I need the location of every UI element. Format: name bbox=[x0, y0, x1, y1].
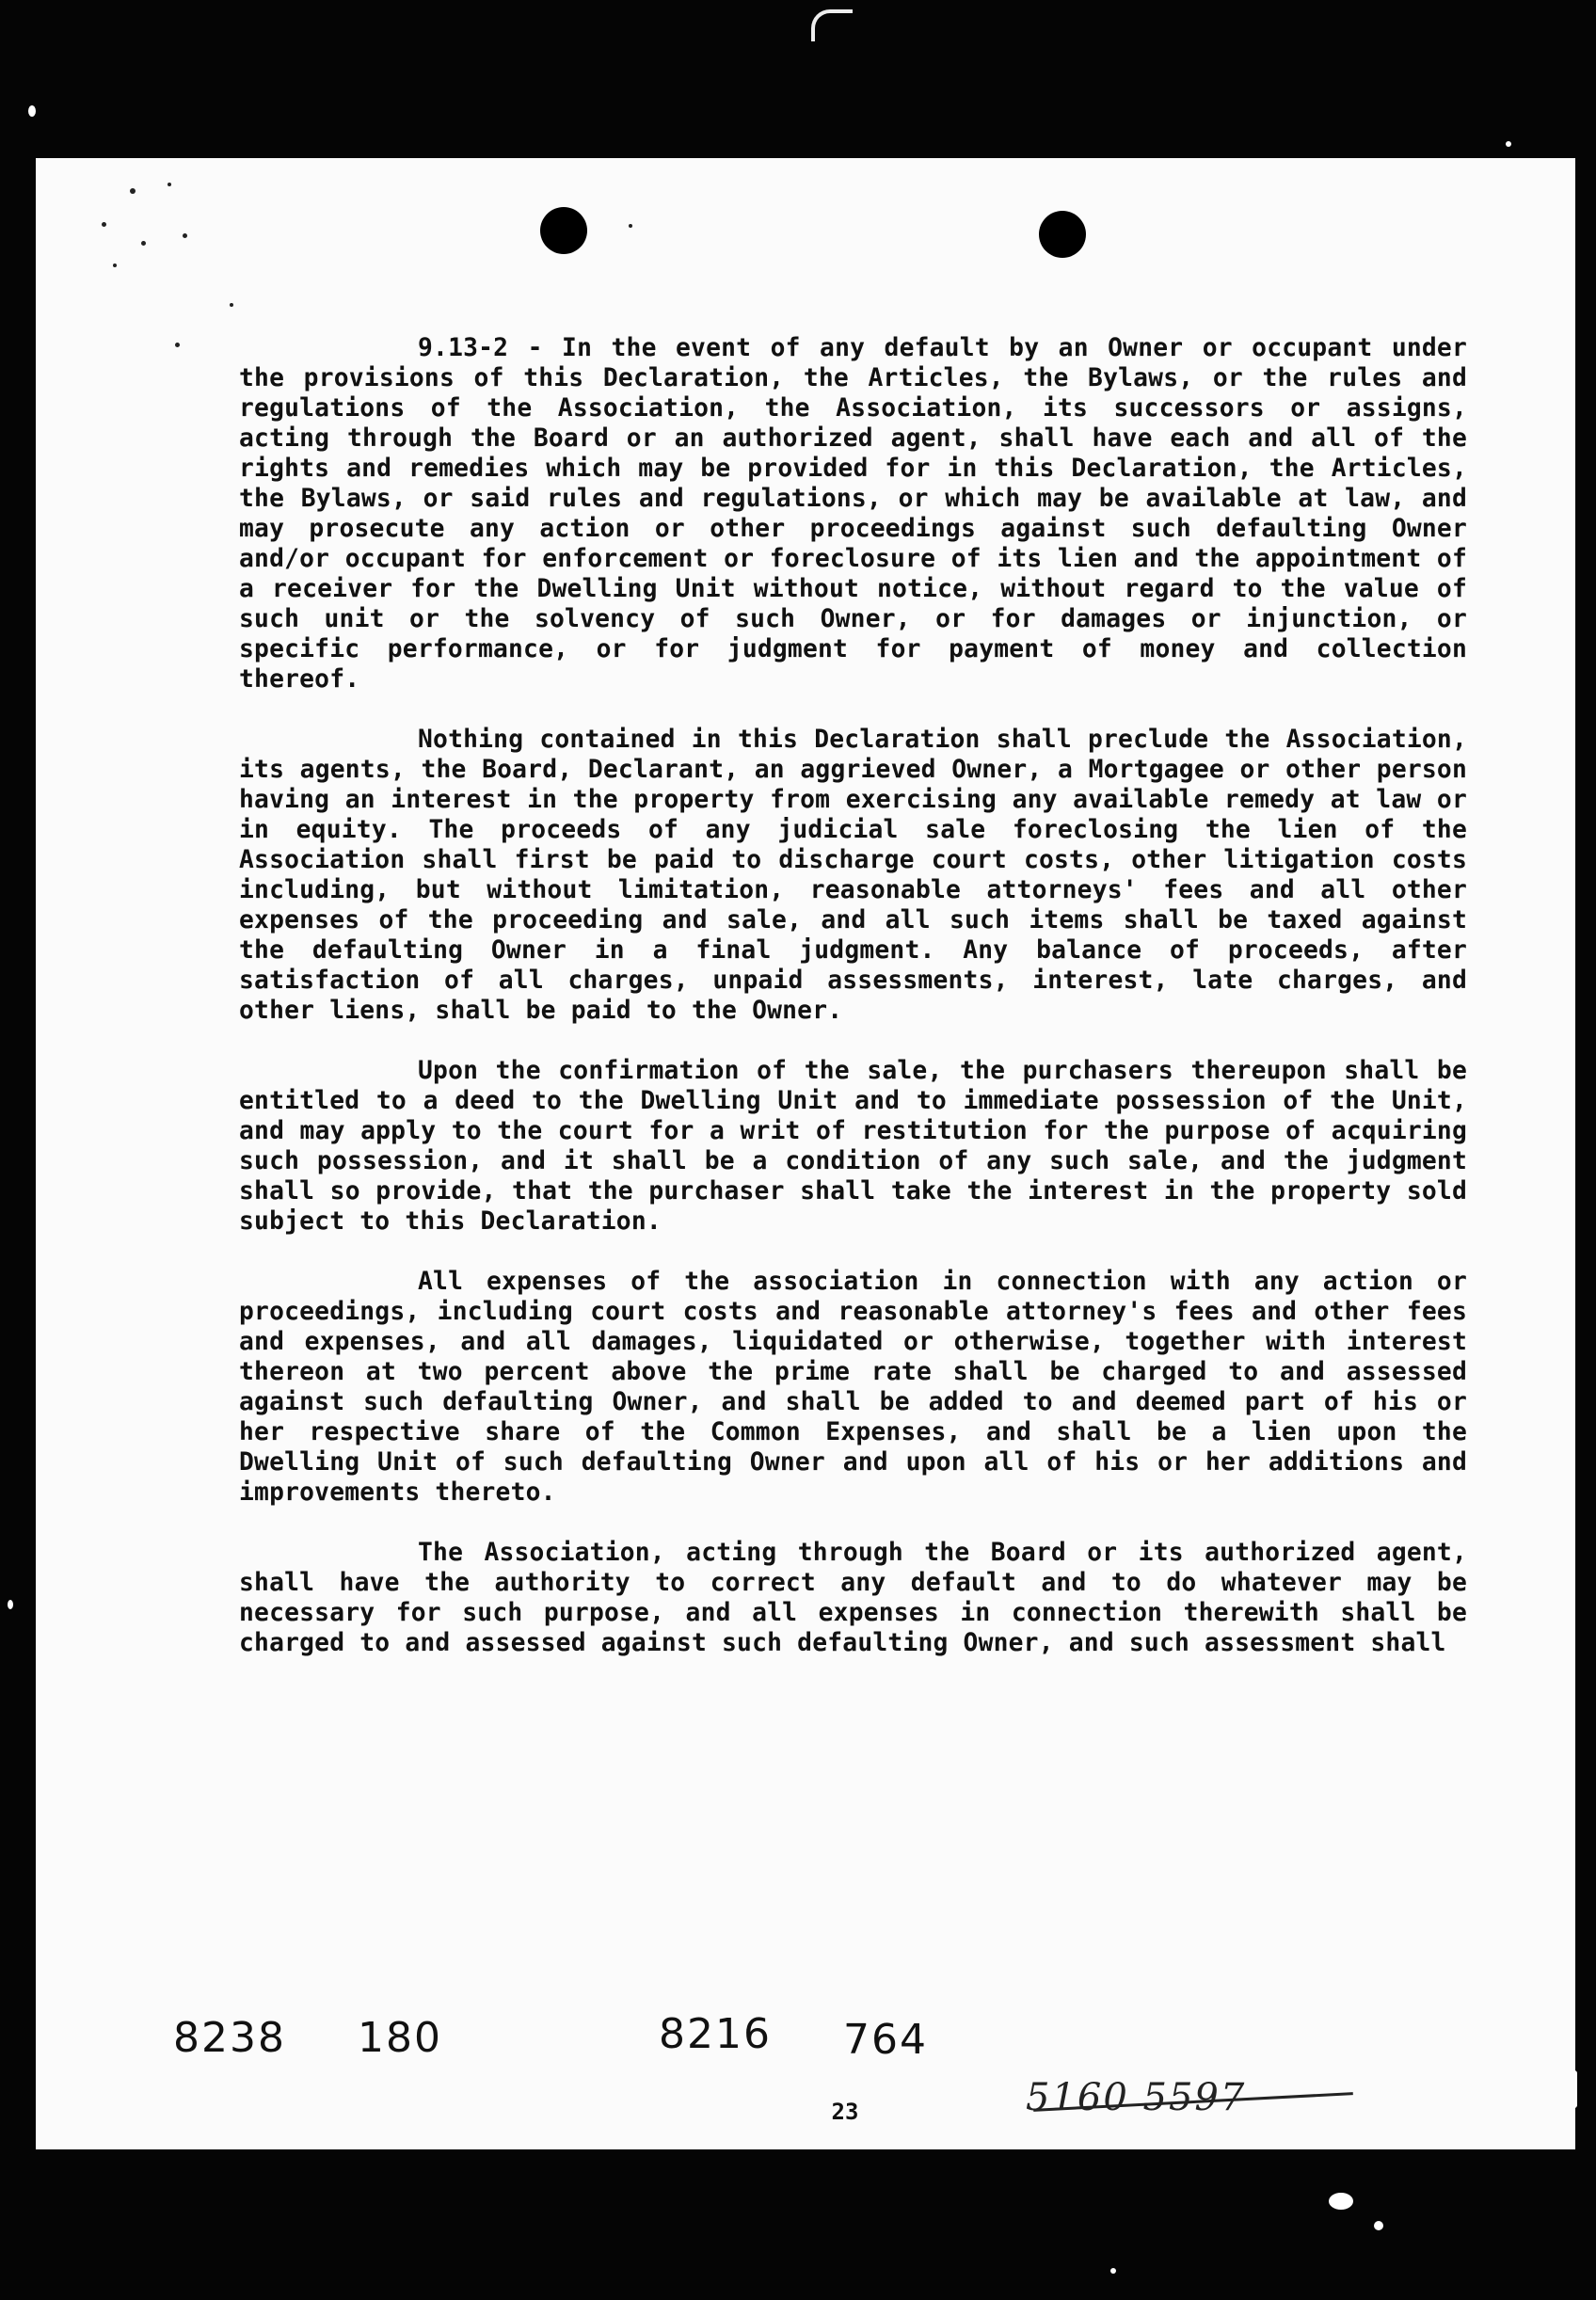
struck-out-numbers: 5160 5597 bbox=[1026, 2076, 1247, 2119]
recording-stamp-page: 180 bbox=[358, 2014, 442, 2062]
document-page bbox=[36, 158, 1575, 2149]
paragraph-other-remedies: Nothing contained in this Declaration shall preclude the Association, its agents, the Board, Declarant, an aggrieved Owner, a Mortgagee or other person having an interest in the property from exercising any available remedy at law or in equity. The proceeds of any judicial sale foreclosing the lien of the Association shall first be paid to discharge court costs, other litigation costs including, but without limitation, reasonable attorneys' fees and all other expenses of the proceeding and sale, and all such items shall be taxed against the defaulting Owner in a final judgment. Any balance of proceeds, after satisfaction of all charges, unpaid assessments, interest, late charges, and other liens, shall be paid to the Owner. bbox=[239, 726, 1467, 1025]
page-speck bbox=[175, 343, 180, 347]
document-body bbox=[239, 333, 1467, 1688]
page-speck bbox=[141, 241, 146, 246]
scan-speck bbox=[1374, 2221, 1383, 2230]
page-number: 23 bbox=[831, 2099, 859, 2125]
recording-stamp-page-2: 764 bbox=[843, 2016, 928, 2064]
page-speck bbox=[629, 224, 632, 228]
page-speck bbox=[102, 222, 106, 227]
page-speck bbox=[230, 303, 233, 307]
scan-speck bbox=[8, 1600, 13, 1609]
recording-stamp-book: 8238 bbox=[173, 2014, 286, 2062]
scan-speck bbox=[1110, 2268, 1116, 2274]
recording-stamp-book-2: 8216 bbox=[659, 2010, 772, 2058]
paragraph-default-remedies: 9.13-2 - In the event of any default by an Owner or occupant under the provisions of this Declaration, the Articles, the Bylaws, or the rules and regulations of the Association, the Association, its successors or assigns, acting through the Board or an authorized agent, shall have each and all of the rights and remedies which may be provided for in this Declaration, the Articles, the Bylaws, or said rules and regulations, or which may be available at law, and may prosecute any action or other proceedings against such defaulting Owner and/or occupant for enforcement or foreclosure of its lien and the appointment of a receiver for the Dwelling Unit without notice, without regard to the value of such unit or the solvency of such Owner, or for damages or injunction, or specific performance, or for judgment for payment of money and collection thereof. bbox=[239, 334, 1467, 694]
scan-speck bbox=[1506, 141, 1511, 147]
paragraph-confirmation-of-sale: Upon the confirmation of the sale, the purchasers thereupon shall be entitled to a deed to the Dwelling Unit and to immediate possession of the Unit, and may apply to the court for a writ of restitution for the purpose of acquiring such possession, and it shall be a condition of any such sale, and the judgment shall so provide, that the purchaser shall take the interest in the property sold subject to this Declaration. bbox=[239, 1057, 1467, 1236]
page-speck bbox=[168, 183, 171, 186]
page-speck bbox=[183, 233, 187, 238]
page-speck bbox=[130, 188, 136, 194]
punch-hole-left bbox=[540, 207, 587, 254]
punch-hole-right bbox=[1039, 211, 1086, 258]
scan-speck bbox=[28, 105, 36, 117]
page-speck bbox=[113, 264, 117, 267]
paragraph-expenses: All expenses of the association in connection with any action or proceedings, including court costs and reasonable attorney's fees and other fees and expenses, and all damages, liquidated or otherwise, together with interest thereon at two percent above the prime rate shall be charged to and assessed against such defaulting Owner, and shall be added to and deemed part of his or her respective share of the Common Expenses, and shall be a lien upon the Dwelling Unit of such defaulting Owner and upon all of his or her additions and improvements thereto. bbox=[239, 1268, 1467, 1507]
scan-mark bbox=[811, 9, 853, 41]
paragraph-authority-to-correct: The Association, acting through the Board or its authorized agent, shall have the authority to correct any default and to do whatever may be necessary for such purpose, and all expenses in connection therewith shall be charged to and assessed against such defaulting Owner, and such assessment shall bbox=[239, 1539, 1467, 1657]
scan-speck bbox=[1329, 2193, 1353, 2210]
